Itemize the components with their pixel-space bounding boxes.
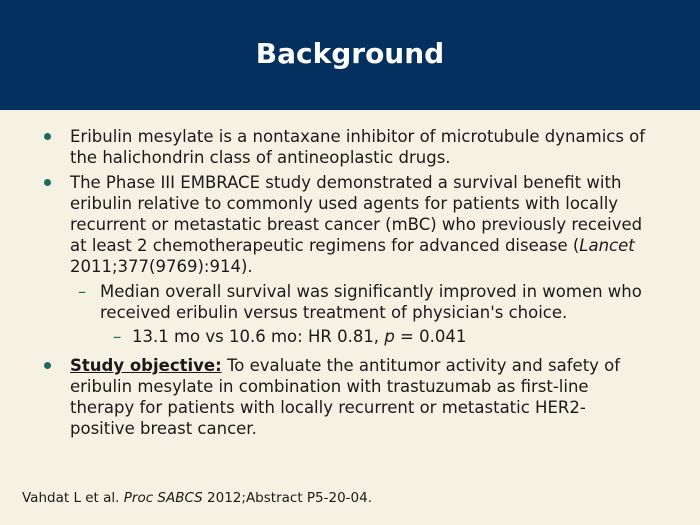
bullet-dot-icon [44,362,51,369]
citation-part: 2012;Abstract P5-20-04. [202,490,373,506]
study-objective-label: Study objective: [70,356,222,375]
bullet-text-part: 2011;377(9769):914). [70,257,253,276]
sub-bullet-text: Median overall survival was significantly improved in women who received eribulin versus treatment of physician's choice. [100,282,642,322]
bullet-embrace-study [40,172,650,277]
p-value-symbol: p [384,327,395,346]
bullet-text: Eribulin mesylate is a nontaxane inhibitor of microtubule dynamics of the halichondrin class of antineoplastic drugs. [70,127,646,167]
bullet-eribulin-description [40,126,650,168]
bullet-text-part: The Phase III EMBRACE study demonstrated a survival benefit with eribulin relative to commonly used agents for patients with locally recurrent or metastatic breast cancer (mBC) who previously received at least 2 chemotherapeutic regimens for advanced disease ( [70,173,643,255]
bullet-dot-icon [44,133,51,140]
bullet-dot-icon [44,179,51,186]
dash-icon: – [78,282,87,301]
journal-name: Lancet [579,236,635,255]
sub-bullet-survival [40,281,650,323]
slide-content [40,126,650,443]
sub-sub-bullet-hr [40,326,650,347]
slide-header [0,0,700,110]
slide-title: Background [255,36,445,70]
citation-footer [22,490,372,506]
citation-journal: Proc SABCS [123,490,203,506]
hr-text-part: 13.1 mo vs 10.6 mo: HR 0.81, [132,327,385,346]
study-objective-text: To evaluate the antitumor activity and safety of eribulin mesylate in combination with trastuzumab as first-line therapy for patients with locally recurrent or metastatic HER2-positive breast cancer. [70,356,621,438]
citation-part: Vahdat L et al. [22,490,124,506]
hr-text-part: = 0.041 [394,327,467,346]
bullet-study-objective [40,355,650,439]
dash-icon: – [113,327,122,346]
